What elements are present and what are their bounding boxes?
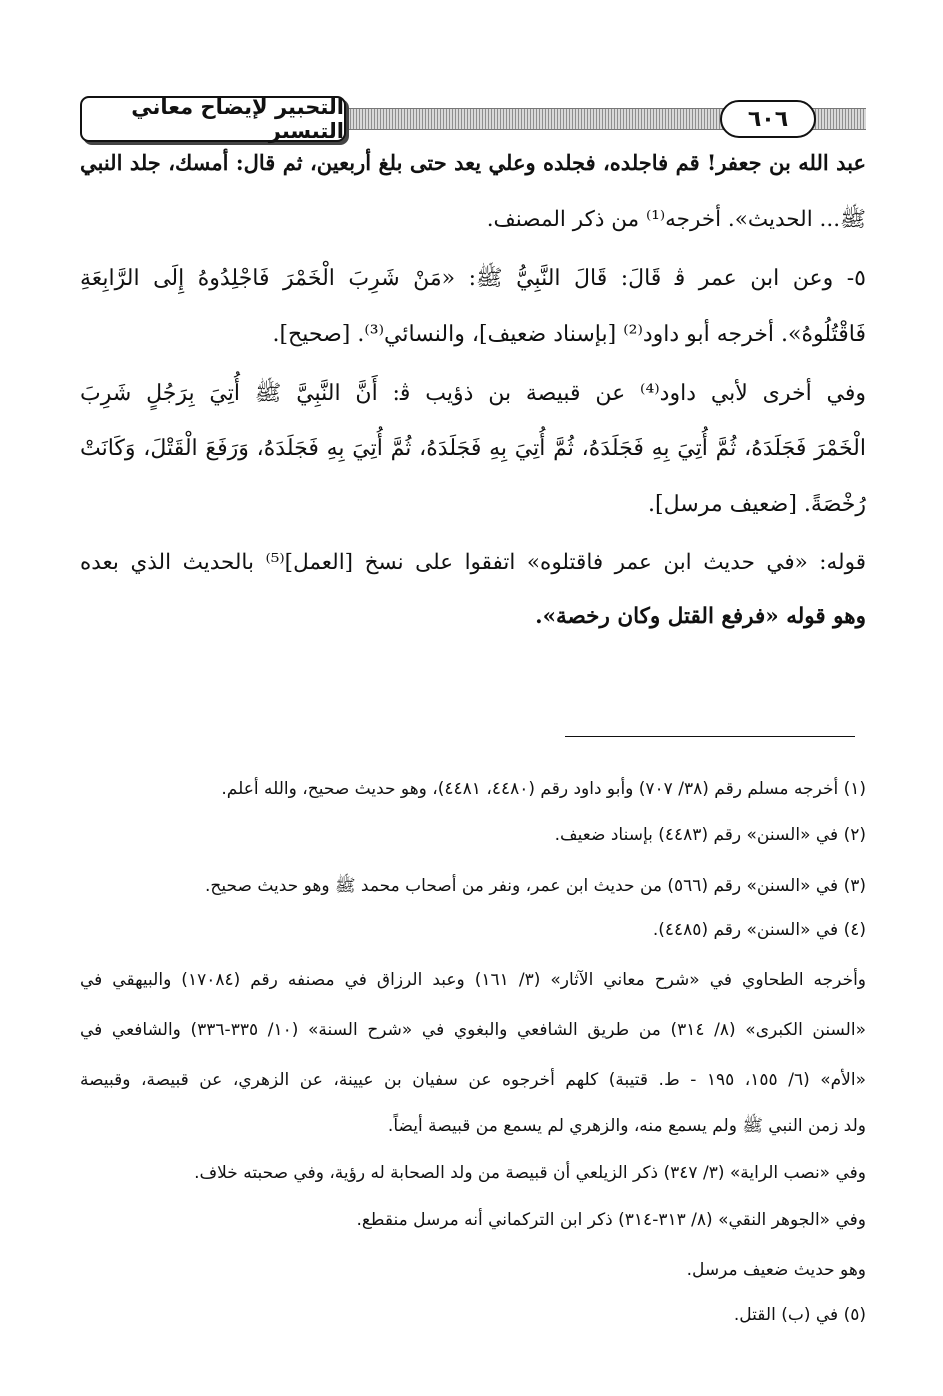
footnote-separator (565, 736, 855, 737)
footnote-4-cont-4: ولد زمن النبي ﷺ ولم يسمع منه، والزهري لم يسمع من قبيصة أيضاً. (387, 1116, 866, 1136)
running-title: التحبير لإيضاح معاني التيسير (80, 96, 346, 142)
commentary-line-1: قوله: «في حديث ابن عمر فاقتلوه» اتفقوا على نسخ [العمل]⁽⁵⁾ بالحديث الذي بعده (80, 550, 866, 575)
body-line-1: عبد الله بن جعفر! قم فاجلده، فجلده وعلي يعد حتى بلغ أربعين، ثم قال: أمسك، جلد النبي (80, 150, 866, 175)
hadith-5-line-2: فَاقْتُلُوهُ». أخرجه أبو داود⁽²⁾ [بإسناد ضعيف]، والنسائي⁽³⁾. [صحيح]. (272, 322, 866, 347)
page-header (80, 96, 866, 142)
footnote-1: (١) أخرجه مسلم رقم (٣٨/ ٧٠٧) وأبو داود رقم (٤٤٨٠، ٤٤٨١)، وهو حديث صحيح، والله أعلم. (221, 779, 866, 799)
hadith-5-line-1: ٥- وعن ابن عمر ﭬ قَالَ: قَالَ النَّبِيُّ ﷺ: «مَنْ شَرِبَ الْخَمْرَ فَاجْلِدُوهُ إِلَى الرَّابِعَةِ (80, 266, 866, 291)
abu-dawud-line-1: وفي أخرى لأبي داود⁽⁴⁾ عن قبيصة بن ذؤيب ﭬ: أَنَّ النَّبِيَّ ﷺ أُتِيَ بِرَجُلٍ شَرِبَ (80, 381, 866, 406)
footnote-4-cont-6: وفي «الجوهر النقي» (٨/ ٣١٣-٣١٤) ذكر ابن التركماني أنه مرسل منقطع. (356, 1210, 866, 1230)
footnote-5: (٥) في (ب) القتل. (733, 1305, 866, 1325)
page-number: ٦٠٦ (720, 100, 816, 138)
footnote-4: (٤) في «السنن» رقم (٤٤٨٥). (652, 920, 866, 940)
footnote-4-cont-5: وفي «نصب الراية» (٣/ ٣٤٧) ذكر الزيلعي أن قبيصة من ولد الصحابة له رؤية، وفي صحبته خلاف. (194, 1163, 866, 1183)
footnote-4-cont-1: وأخرجه الطحاوي في «شرح معاني الآثار» (٣/ ١٦١) وعبد الرزاق في مصنفه رقم (١٧٠٨٤) والبيهقي في (80, 970, 867, 990)
footnote-4-cont-7: وهو حديث ضعيف مرسل. (686, 1260, 866, 1280)
footnote-4-cont-2: «السنن الكبرى» (٨/ ٣١٤) من طريق الشافعي والبغوي في «شرح السنة» (١٠/ ٣٣٥-٣٣٦) والشافعي في (80, 1020, 866, 1040)
footnote-4-cont-3: «الأم» (٦/ ١٥٥، ١٩٥ - ط. قتيبة) كلهم أخرجوه عن سفيان بن عيينة، عن الزهري، عن قبيصة، وقبيصة (80, 1070, 866, 1090)
abu-dawud-line-3: رُخْصَةً. [ضعيف مرسل]. (648, 492, 866, 517)
abu-dawud-line-2: الْخَمْرَ فَجَلَدَهُ، ثُمَّ أُتِيَ بِهِ فَجَلَدَهُ، ثُمَّ أُتِيَ بِهِ فَجَلَدَهُ، ثُمَّ أُتِيَ بِهِ فَجَلَدَهُ، وَرَفَعَ الْقَتْلَ، وَكَانَتْ (80, 436, 866, 461)
footnote-2: (٢) في «السنن» رقم (٤٤٨٣) بإسناد ضعيف. (554, 825, 866, 845)
footnote-3: (٣) في «السنن» رقم (٥٦٦) من حديث ابن عمر، ونفر من أصحاب محمد ﷺ وهو حديث صحيح. (205, 876, 866, 896)
commentary-line-2: وهو قوله «فرفع القتل وكان رخصة». (535, 604, 866, 629)
body-line-2: ﷺ... الحديث». أخرجه⁽¹⁾ من ذكر المصنف. (486, 207, 866, 232)
